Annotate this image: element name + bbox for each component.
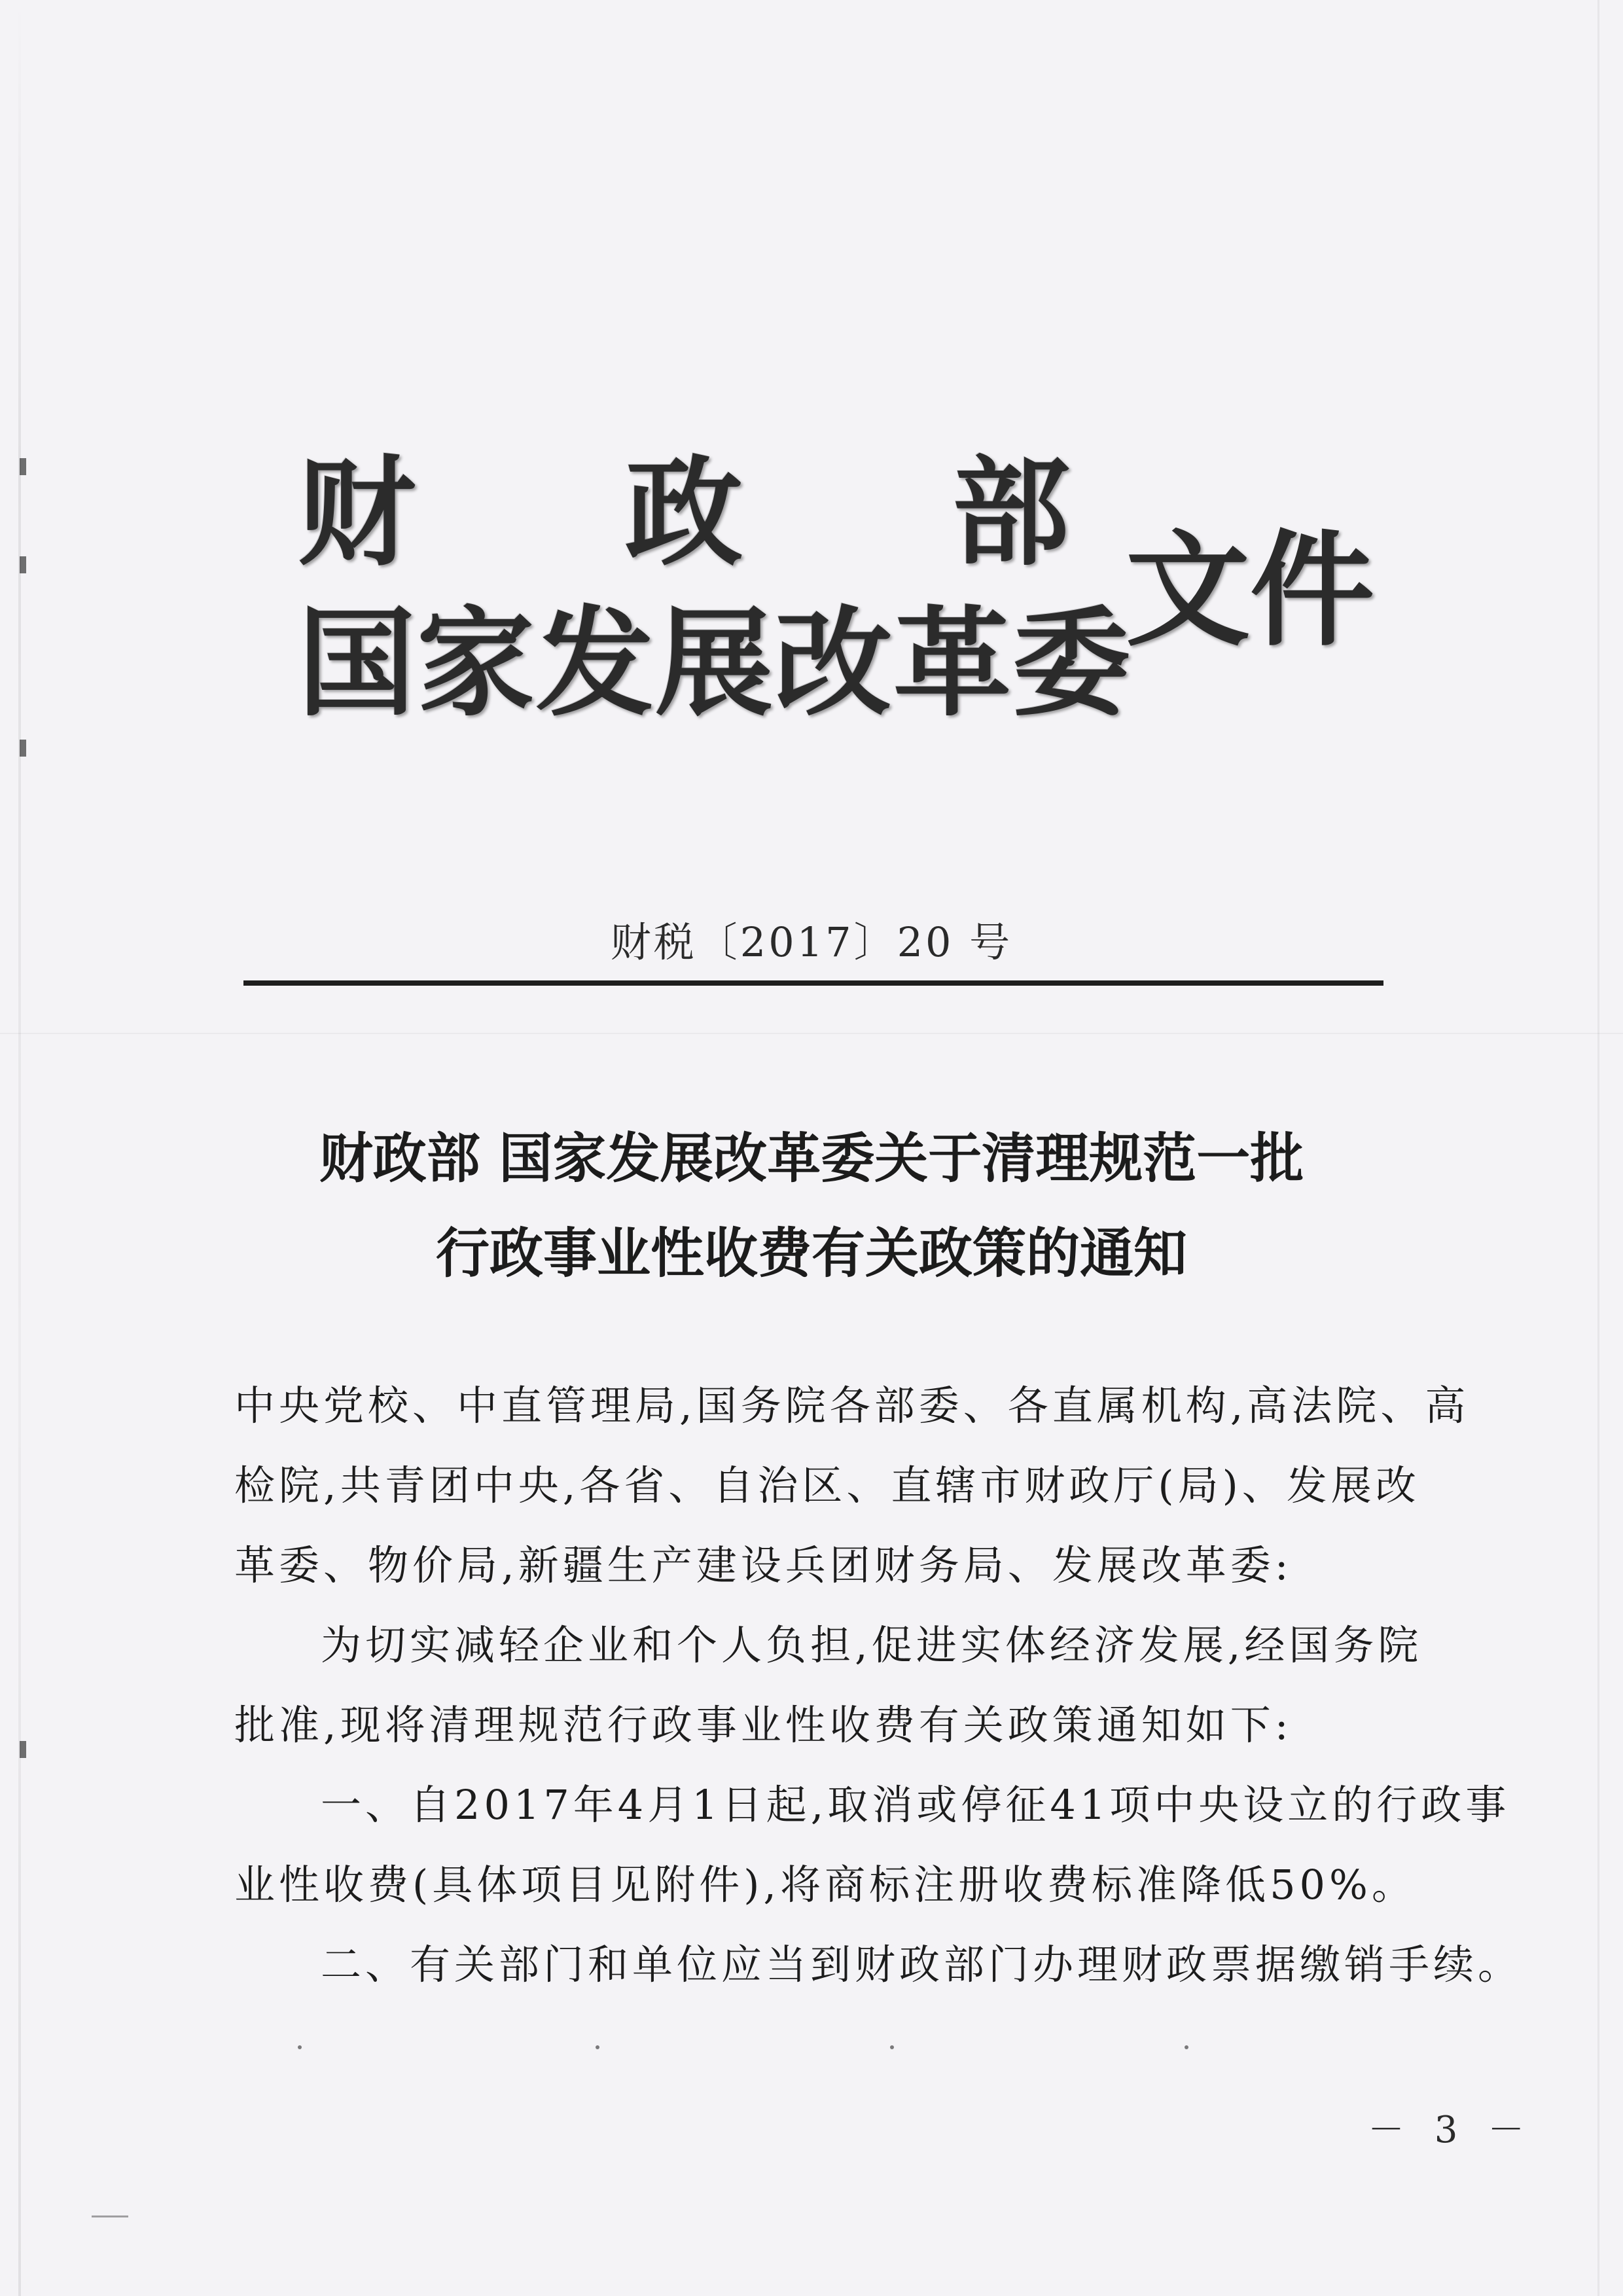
- scan-dot: [890, 2045, 894, 2049]
- body-paragraph-line: 为切实减轻企业和个人负担,促进实体经济发展,经国务院: [321, 1621, 1423, 1669]
- item-two-line: 二、有关部门和单位应当到财政部门办理财政票据缴销手续。: [321, 1941, 1523, 1988]
- addressee-line: 中央党校、中直管理局,国务院各部委、各直属机构,高法院、高: [234, 1382, 1470, 1429]
- binding-mark: [20, 740, 26, 757]
- notice-title-line-1: 财政部 国家发展改革委关于清理规范一批: [319, 1127, 1304, 1190]
- masthead-char: 政: [624, 444, 743, 582]
- masthead-ndrc: 国家发展改革委: [298, 594, 1132, 732]
- scan-dot: [596, 2045, 599, 2049]
- notice-title-line-2: 行政事业性收费有关政策的通知: [435, 1222, 1187, 1285]
- scan-dot: [1185, 2045, 1188, 2049]
- item-one-line: 业性收费(具体项目见附件),将商标注册收费标准降低50%。: [234, 1861, 1416, 1909]
- addressee-line: 革委、物价局,新疆生产建设兵团财务局、发展改革委:: [234, 1541, 1293, 1589]
- binding-mark: [20, 556, 26, 573]
- body-paragraph-line: 批准,现将清理规范行政事业性收费有关政策通知如下:: [234, 1701, 1293, 1749]
- addressee-line: 检院,共青团中央,各省、自治区、直辖市财政厅(局)、发展改: [234, 1462, 1420, 1509]
- masthead-ministry-of-finance: [298, 419, 1070, 588]
- document-number: 财税〔2017〕20 号: [610, 918, 1013, 966]
- scan-corner-mark: [92, 2215, 128, 2217]
- page-number: － 3 －: [1368, 2109, 1534, 2151]
- scan-fold-line: [0, 1033, 1623, 1034]
- masthead-char: 财: [298, 444, 416, 582]
- binding-mark: [20, 1741, 26, 1758]
- masthead-document-suffix: 文件: [1126, 517, 1375, 663]
- binding-mark: [20, 458, 26, 475]
- item-one-line: 一、自2017年4月1日起,取消或停征41项中央设立的行政事: [321, 1781, 1510, 1829]
- masthead-char: 部: [952, 444, 1070, 582]
- header-separator-line: [243, 980, 1383, 986]
- scan-dot: [298, 2045, 302, 2049]
